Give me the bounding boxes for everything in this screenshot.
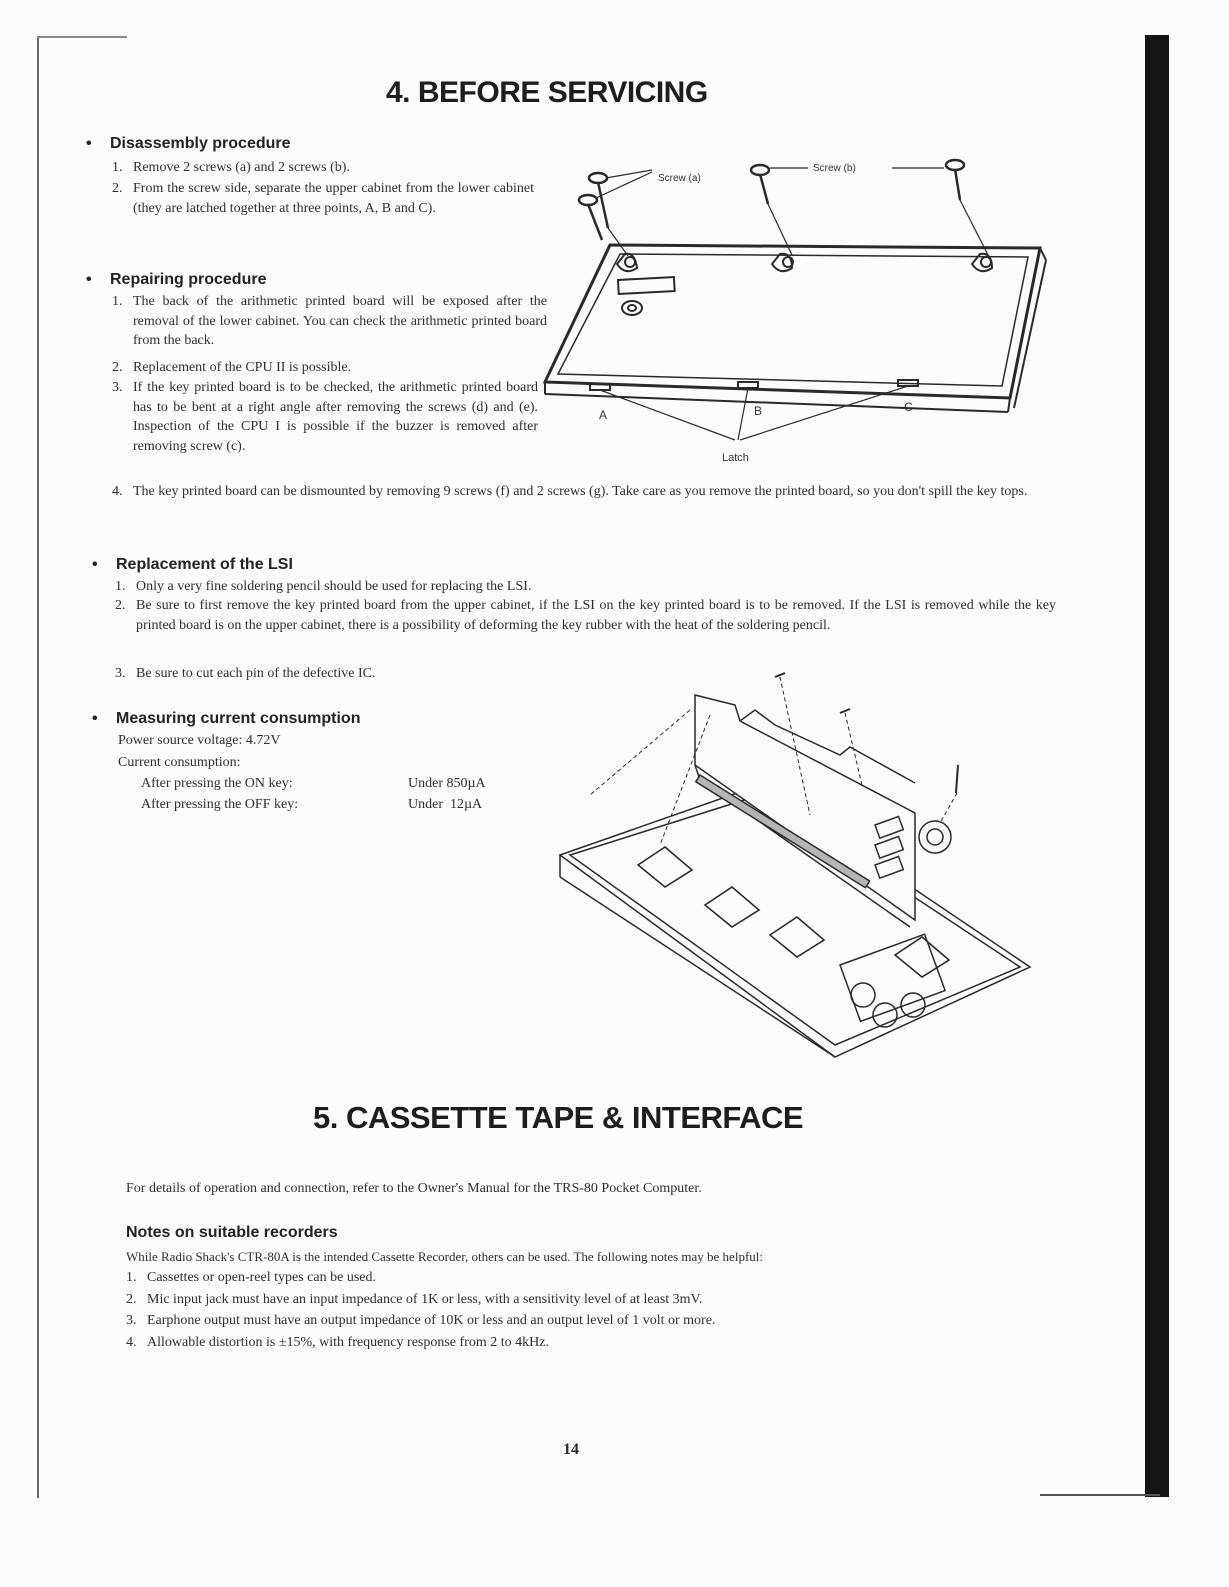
section-5-title: 5. CASSETTE TAPE & INTERFACE	[313, 1100, 804, 1135]
screw-a-label: Screw (a)	[658, 173, 701, 184]
repairing-step-3: 3. If the key printed board is to be checked, the arithmetic printed board has to be bent at a right angle after removing the screws (d) and (e). Inspection of the CPU I is possible if the buzzer is removed after removing screw (c).	[112, 380, 538, 454]
disassembly-step-1: 1. Remove 2 screws (a) and 2 screws (b).	[112, 160, 350, 175]
opened-cabinet-diagram	[550, 665, 1050, 1055]
screw-b-label: Screw (b)	[813, 163, 856, 174]
latch-c-label: C	[904, 400, 913, 414]
on-key-label: After pressing the ON key:	[141, 776, 293, 791]
off-key-value: Under 12µA	[408, 797, 483, 812]
notes-heading: Notes on suitable recorders	[126, 1224, 338, 1241]
repairing-step-4: 4. The key printed board can be dismounted by removing 9 screws (f) and 2 screws (g). Take care as you remove the printed board, so you don't spill the key tops.	[112, 484, 1028, 499]
scan-edge-top	[37, 36, 127, 38]
notes-lead: While Radio Shack's CTR-80A is the intended Cassette Recorder, others can be used. The following notes may be helpful:	[126, 1249, 763, 1264]
notes-item-3: 3. Earphone output must have an output impedance of 10K or less and an output level of 1 volt or more.	[126, 1313, 716, 1328]
lsi-heading: • Replacement of the LSI	[116, 556, 293, 574]
on-key-value: Under 850µA	[408, 776, 486, 791]
notes-item-2: 2. Mic input jack must have an input impedance of 1K or less, with a sensitivity level of at least 3mV.	[126, 1292, 703, 1307]
scan-edge-right	[1145, 35, 1169, 1497]
off-key-label: After pressing the OFF key:	[141, 797, 299, 812]
section-4-title: 4. BEFORE SERVICING	[386, 76, 708, 109]
lsi-step-2: 2. Be sure to first remove the key printed board from the upper cabinet, if the LSI on the key printed board is to be removed. If the LSI is removed while the key printed board is on the upper cabinet, there is a possibility of deforming the key rubber with the heat of the soldering pencil.	[115, 598, 1056, 633]
page-number: 14	[563, 1441, 579, 1458]
disassembly-heading: • Disassembly procedure	[110, 135, 291, 153]
power-voltage: Power source voltage: 4.72V	[118, 733, 281, 748]
repairing-step-1: 1. The back of the arithmetic printed board will be exposed after the removal of the lower cabinet. You can check the arithmetic printed board from the back.	[112, 294, 547, 348]
section-5-intro: For details of operation and connection, refer to the Owner's Manual for the TRS-80 Pocket Computer.	[126, 1181, 702, 1196]
repairing-step-2: 2. Replacement of the CPU II is possible.	[112, 360, 352, 375]
lower-cabinet-diagram	[540, 150, 1070, 470]
disassembly-step-2: 2. From the screw side, separate the upper cabinet from the lower cabinet (they are latched together at three points, A, B and C).	[112, 181, 534, 216]
repairing-heading: • Repairing procedure	[110, 271, 266, 289]
current-label: Current consumption:	[118, 755, 241, 770]
latch-b-label: B	[754, 404, 763, 418]
current-heading: • Measuring current consumption	[116, 710, 360, 728]
notes-item-4: 4. Allowable distortion is ±15%, with frequency response from 2 to 4kHz.	[126, 1335, 549, 1350]
latch-a-label: A	[599, 408, 608, 422]
scan-edge-bottom	[1040, 1494, 1160, 1496]
lsi-step-1: 1. Only a very fine soldering pencil should be used for replacing the LSI.	[115, 579, 532, 594]
scan-edge-left	[37, 36, 39, 1498]
lsi-step-3: 3. Be sure to cut each pin of the defective IC.	[115, 666, 376, 681]
notes-item-1: 1. Cassettes or open-reel types can be used.	[126, 1270, 376, 1285]
latch-label: Latch	[722, 452, 749, 464]
